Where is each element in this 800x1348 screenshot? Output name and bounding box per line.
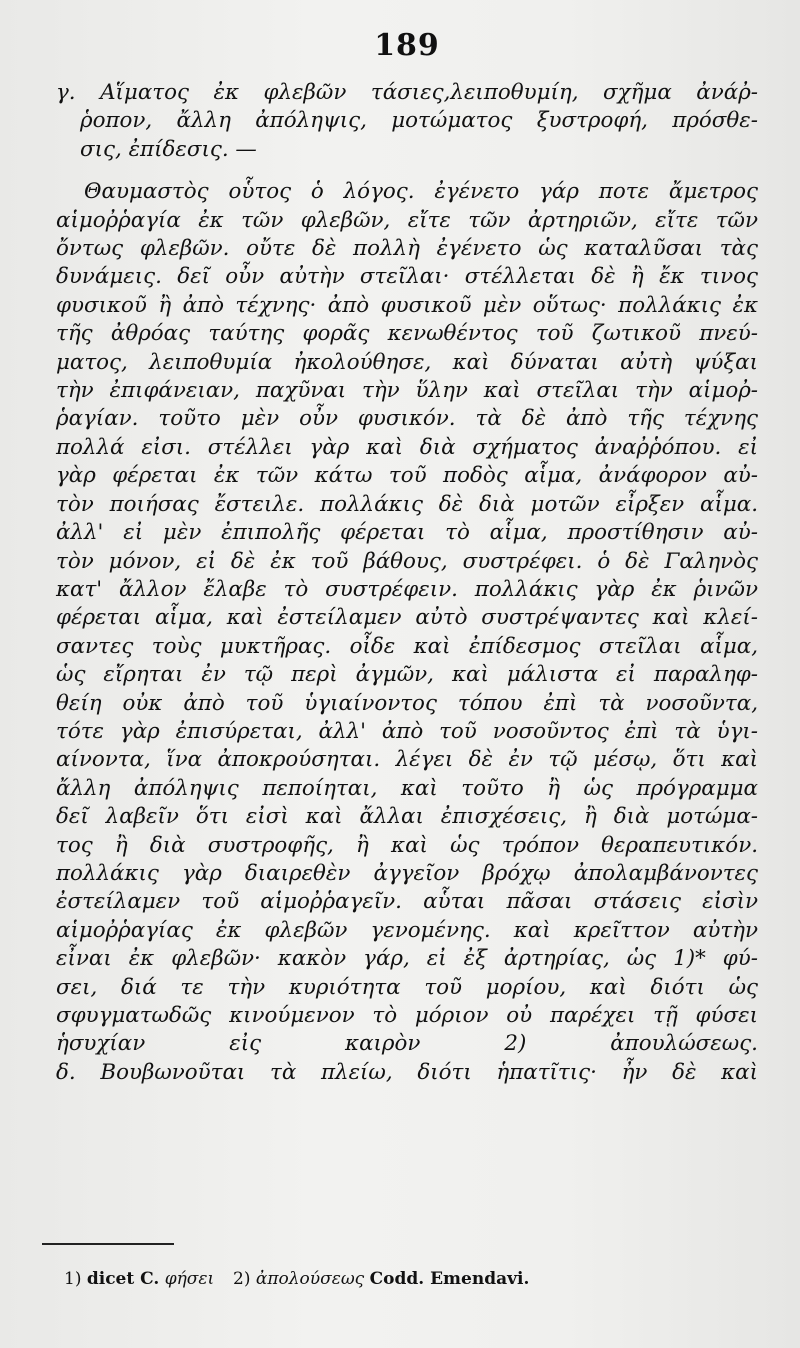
text-line: ἀλλ' εἰ μὲν ἐπιπολῆς φέρεται τὸ αἷμα, προστίθησιν αὐ- bbox=[56, 520, 758, 546]
text-line: ἐστείλαμεν τοῦ αἱμοῤῥαγεῖν. αὗται πᾶσαι στάσεις εἰσὶν bbox=[56, 889, 758, 915]
text-line: ἡσυχίαν εἰς καιρὸν 2) ἀπουλώσεως. bbox=[56, 1031, 758, 1057]
text-line: τος ἢ διὰ συστροφῆς, ἢ καὶ ὡς τρόπον θεραπευτικόν. bbox=[56, 832, 758, 858]
paragraph-gap bbox=[56, 164, 758, 178]
body-text bbox=[56, 79, 758, 1087]
text-line: δυνάμεις. δεῖ οὖν αὐτὴν στεῖλαι· στέλλεται δὲ ἢ ἔκ τινος bbox=[56, 264, 758, 290]
text-line: πολλά εἰσι. στέλλει γὰρ καὶ διὰ σχήματος ἀναῤῥόπου. εἰ bbox=[56, 434, 758, 460]
text-line: φέρεται αἷμα, καὶ ἐστείλαμεν αὐτὸ συστρέψαντες καὶ κλεί- bbox=[56, 605, 758, 631]
footnote-1-latin: dicet C. bbox=[86, 1269, 160, 1289]
text-line: τὴν ἐπιφάνειαν, παχῦναι τὴν ὕλην καὶ στεῖλαι τὴν αἱμοῤ- bbox=[56, 378, 758, 404]
text-line: τὸν ποιήσας ἔστειλε. πολλάκις δὲ διὰ μοτῶν εἶρξεν αἷμα. bbox=[56, 491, 758, 517]
page-number: 189 bbox=[374, 28, 440, 63]
text-line: αίνοντα, ἵνα ἀποκρούσηται. λέγει δὲ ἐν τῷ μέσῳ, ὅτι καὶ bbox=[56, 747, 758, 773]
text-line: δεῖ λαβεῖν ὅτι εἰσὶ καὶ ἄλλαι ἐπισχέσεις, ἢ διὰ μοτώμα- bbox=[56, 804, 758, 830]
footnote-2-greek: ἀπολούσεως bbox=[255, 1269, 365, 1289]
text-line: σφυγματωδῶς κινούμενον τὸ μόριον οὐ παρέχει τῇ φύσει bbox=[56, 1003, 758, 1028]
paragraph-delta bbox=[56, 1059, 758, 1087]
text-line: ὄντως φλεβῶν. οὔτε δὲ πολλὴ ἐγένετο ὡς καταλῦσαι τὰς bbox=[56, 236, 758, 262]
text-line: αἱμοῤῥαγίας ἐκ φλεβῶν γενομένης. καὶ κρεῖττον αὐτὴν bbox=[56, 917, 758, 943]
text-line: ὡς εἴρηται ἐν τῷ περὶ ἀγμῶν, καὶ μάλιστα εἰ παραληφ- bbox=[56, 662, 758, 688]
text-line: πολλάκις γὰρ διαιρεθὲν ἀγγεῖον βρόχῳ ἀπολαμβάνοντες bbox=[56, 860, 758, 886]
text-line: ἄλλη ἀπόληψις πεποίηται, καὶ τοῦτο ἢ ὡς πρόγραμμα bbox=[56, 775, 758, 801]
text-line: σαντες τοὺς μυκτῆρας. οἶδε καὶ ἐπίδεσμος στεῖλαι αἷμα, bbox=[56, 633, 758, 659]
text-line: γ. Αἵματος ἐκ φλεβῶν τάσιες,λειποθυμίη, σχῆμα ἀνάῤ- bbox=[56, 80, 758, 105]
text-line: αἱμοῤῥαγία ἐκ τῶν φλεβῶν, εἴτε τῶν ἀρτηριῶν, εἴτε τῶν bbox=[56, 207, 758, 233]
text-line: εἶναι ἐκ φλεβῶν· κακὸν γάρ, εἰ ἐξ ἀρτηρίας, ὡς 1)* φύ- bbox=[56, 946, 758, 972]
text-line: τότε γὰρ ἐπισύρεται, ἀλλ' ἀπὸ τοῦ νοσοῦντος ἐπὶ τὰ ὑγι- bbox=[56, 718, 758, 744]
footnote-2-latin: Codd. Emendavi. bbox=[369, 1269, 530, 1289]
paragraph-commentary bbox=[56, 178, 758, 1059]
text-line: ῥοπον, ἄλλη ἀπόληψις, μοτώματος ξυστροφή, πρόσθε- bbox=[80, 108, 758, 134]
footnotes bbox=[64, 1268, 529, 1290]
footnote-1-greek: φήσει bbox=[164, 1269, 215, 1289]
text-line: τὸν μόνον, εἰ δὲ ἐκ τοῦ βάθους, συστρέφει. ὁ δὲ Γαληνὸς bbox=[56, 548, 758, 574]
text-line: θείη οὐκ ἀπὸ τοῦ ὑγιαίνοντος τόπου ἐπὶ τὰ νοσοῦντα, bbox=[56, 690, 758, 716]
paragraph-gamma bbox=[56, 79, 758, 164]
text-line: ματος, λειποθυμία ἠκολούθησε, καὶ δύναται αὐτὴ ψύξαι bbox=[56, 349, 758, 375]
text-line: Θαυμαστὸς οὗτος ὁ λόγος. ἐγένετο γάρ ποτε ἄμετρος bbox=[84, 179, 758, 205]
footnote-1-marker: 1) bbox=[64, 1269, 82, 1289]
text-line: γὰρ φέρεται ἐκ τῶν κάτω τοῦ ποδὸς αἷμα, ἀνάφορον αὐ- bbox=[56, 463, 758, 489]
text-line: κατ' ἄλλον ἔλαβε τὸ συστρέφειν. πολλάκις γὰρ ἐκ ῥινῶν bbox=[56, 576, 758, 602]
text-line: ῥαγίαν. τοῦτο μὲν οὖν φυσικόν. τὰ δὲ ἀπὸ τῆς τέχνης bbox=[56, 406, 758, 432]
text-line: τῆς ἀθρόας ταύτης φορᾶς κενωθέντος τοῦ ζωτικοῦ πνεύ- bbox=[56, 321, 758, 347]
text-line: δ. Βουβωνοῦται τὰ πλείω, διότι ἡπατῖτις· ἦν δὲ καὶ bbox=[56, 1059, 758, 1085]
text-line: σει, διά τε τὴν κυριότητα τοῦ μορίου, καὶ διότι ὡς bbox=[56, 974, 758, 1000]
footnote-2-marker: 2) bbox=[233, 1269, 251, 1289]
footnote-divider bbox=[42, 1243, 174, 1245]
text-line: σις, ἐπίδεσις. — bbox=[80, 136, 257, 162]
text-line: φυσικοῦ ἢ ἀπὸ τέχνης· ἀπὸ φυσικοῦ μὲν οὕτως· πολλάκις ἐκ bbox=[56, 292, 758, 318]
